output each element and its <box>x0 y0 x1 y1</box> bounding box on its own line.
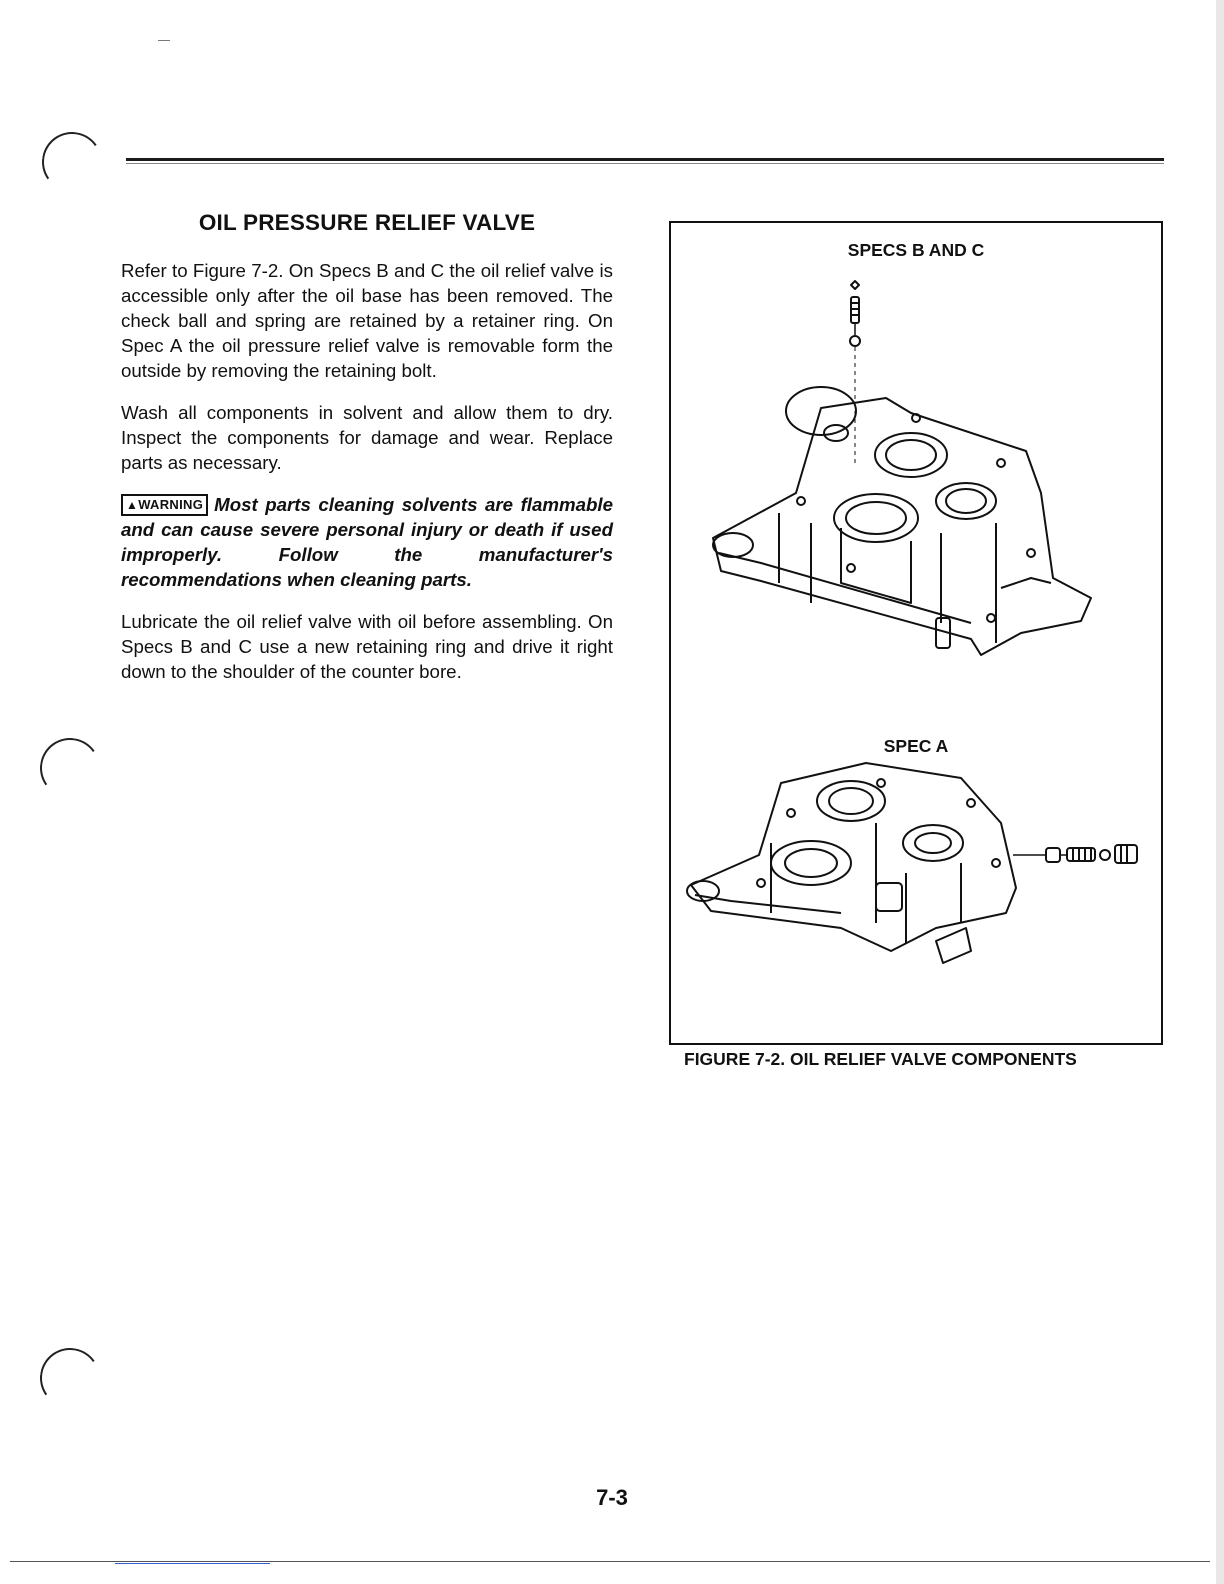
scan-edge <box>1216 0 1224 1584</box>
binder-hole-middle <box>35 733 105 803</box>
header-rule-shadow <box>126 163 1164 164</box>
oil-base-illustration <box>671 223 1161 1043</box>
figure-label-spec-a: SPEC A <box>883 736 949 756</box>
oil-base-spec-a <box>687 763 1016 963</box>
footer-rule <box>10 1561 1210 1562</box>
warning-triangle-icon: ▲ <box>126 498 139 512</box>
header-rule <box>126 158 1164 161</box>
page-number: 7-3 <box>596 1485 628 1510</box>
relief-valve-parts-b-c <box>850 281 860 463</box>
paragraph-refer: Refer to Figure 7-2. On Specs B and C the oil relief valve is accessible only after the oil base has been removed. The check ball and spring are retained by a retainer ring. On Spec A the oil pressure relief valve is removable form the outside by removing the retaining bolt. <box>121 260 613 381</box>
warning-text: Most parts cleaning solvents are flammable and can cause severe personal injury or death if used improperly. Follow the manufacturer's recommendations when cleaning parts. <box>121 494 613 590</box>
relief-valve-parts-spec-a <box>1013 845 1137 863</box>
paragraph-lubricate: Lubricate the oil relief valve with oil before assembling. On Specs B and C use a new retaining ring and drive it right down to the shoulder of the counter bore. <box>121 611 613 682</box>
figure-frame <box>669 221 1163 1045</box>
figure-caption: FIGURE 7-2. OIL RELIEF VALVE COMPONENTS <box>684 1049 1077 1069</box>
section-heading: OIL PRESSURE RELIEF VALVE <box>198 210 536 235</box>
scan-mark <box>158 40 170 41</box>
footer-rule-accent <box>115 1563 270 1564</box>
binder-hole-bottom <box>35 1343 105 1413</box>
warning-badge-label: WARNING <box>138 497 204 512</box>
warning-block <box>121 492 613 592</box>
figure-label-specs-b-c: SPECS B AND C <box>847 240 985 260</box>
oil-base-specs-b-c <box>713 387 1091 655</box>
text-column <box>121 210 613 701</box>
paragraph-wash: Wash all components in solvent and allow them to dry. Inspect the components for damage and wear. Replace parts as necessary. <box>121 402 613 473</box>
warning-badge <box>121 494 208 516</box>
binder-hole-top <box>37 127 107 197</box>
